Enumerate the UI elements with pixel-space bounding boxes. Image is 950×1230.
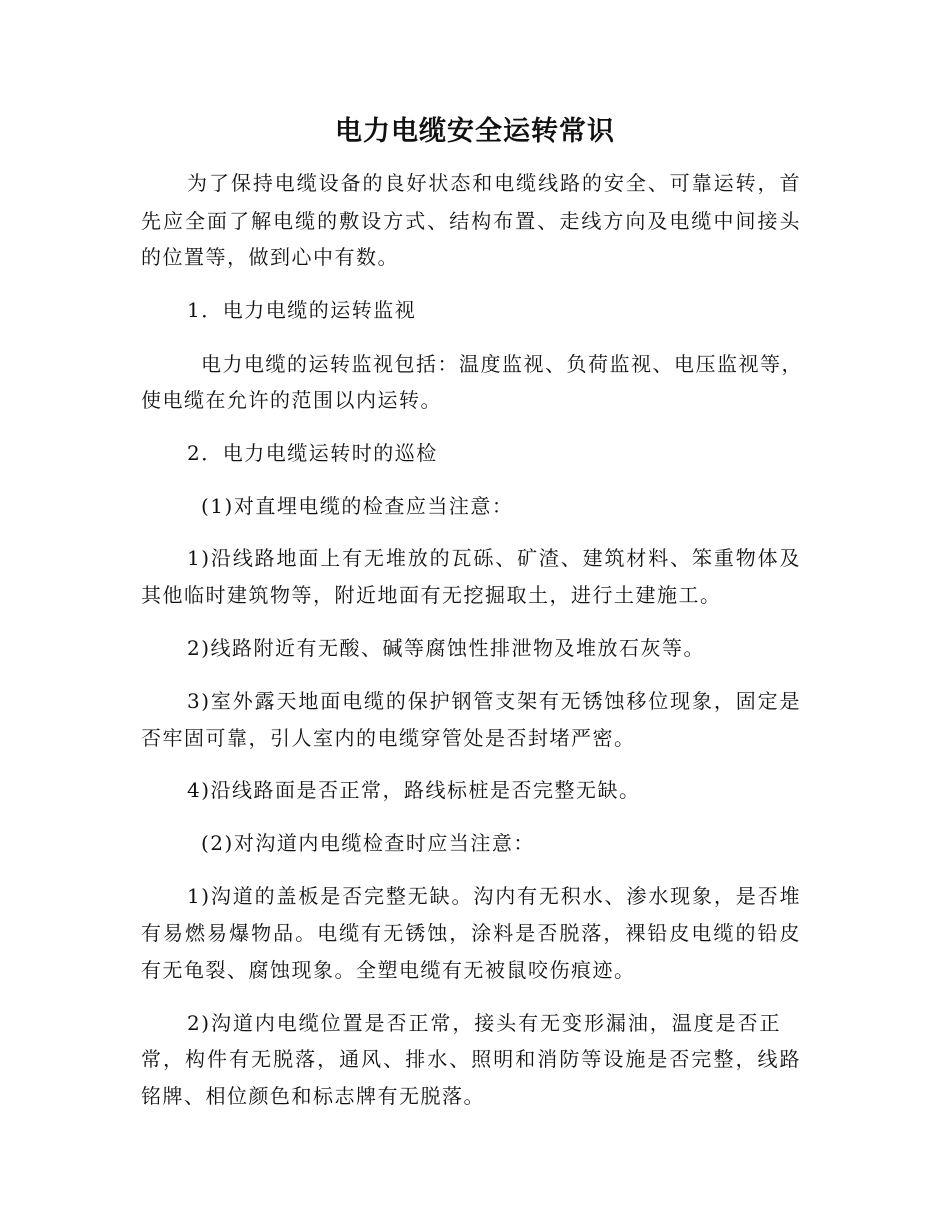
paragraph-line: 为了保持电缆设备的良好状态和电缆线路的安全、可靠运转，首	[187, 171, 801, 195]
paragraph-line: 4)沿线路面是否正常，路线标桩是否完整无缺。	[187, 778, 641, 802]
paragraph-line: 1)沟道的盖板是否完整无缺。沟内有无积水、渗水现象，是否堆	[187, 884, 801, 908]
paragraph-line: 有无龟裂、腐蚀现象。全塑电缆有无被鼠咬伤痕迹。	[141, 958, 636, 982]
paragraph-line: 电力电缆的运转监视包括：温度监视、负荷监视、电压监视等，	[201, 352, 803, 376]
paragraph-line: 使电缆在允许的范围以内运转。	[141, 388, 442, 412]
paragraph-line: 3)室外露天地面电缆的保护钢管支架有无锈蚀移位现象，固定是	[187, 689, 801, 713]
paragraph-line: 其他临时建筑物等，附近地面有无挖掘取土，进行土建施工。	[141, 583, 722, 607]
section-heading: 1．电力电缆的运转监视	[187, 298, 417, 322]
document-title: 电力电缆安全运转常识	[335, 116, 615, 147]
paragraph-line: 有易燃易爆物品。电缆有无锈蚀，涂料是否脱落，裸铅皮电缆的铅皮	[141, 921, 801, 945]
paragraph-line: 先应全面了解电缆的敷设方式、结构布置、走线方向及电缆中间接头	[141, 209, 801, 233]
subsection-heading: (1)对直埋电缆的检查应当注意：	[201, 494, 514, 518]
paragraph-line: 2)沟道内电缆位置是否正常，接头有无变形漏油，温度是否正	[187, 1011, 781, 1035]
paragraph-line: 的位置等，做到心中有数。	[141, 245, 399, 269]
paragraph-line: 否牢固可靠，引人室内的电缆穿管处是否封堵严密。	[141, 726, 636, 750]
paragraph-line: 常，构件有无脱落，通风、排水、照明和消防等设施是否完整，线路	[141, 1047, 801, 1071]
paragraph-line: 2)线路附近有无酸、碱等腐蚀性排泄物及堆放石灰等。	[187, 636, 706, 660]
subsection-heading: (2)对沟道内电缆检查时应当注意：	[201, 831, 535, 855]
section-heading: 2．电力电缆运转时的巡检	[187, 441, 438, 465]
paragraph-line: 铭牌、相位颜色和标志牌有无脱落。	[141, 1084, 485, 1108]
paragraph-line: 1)沿线路地面上有无堆放的瓦砾、矿渣、建筑材料、笨重物体及	[187, 546, 801, 570]
